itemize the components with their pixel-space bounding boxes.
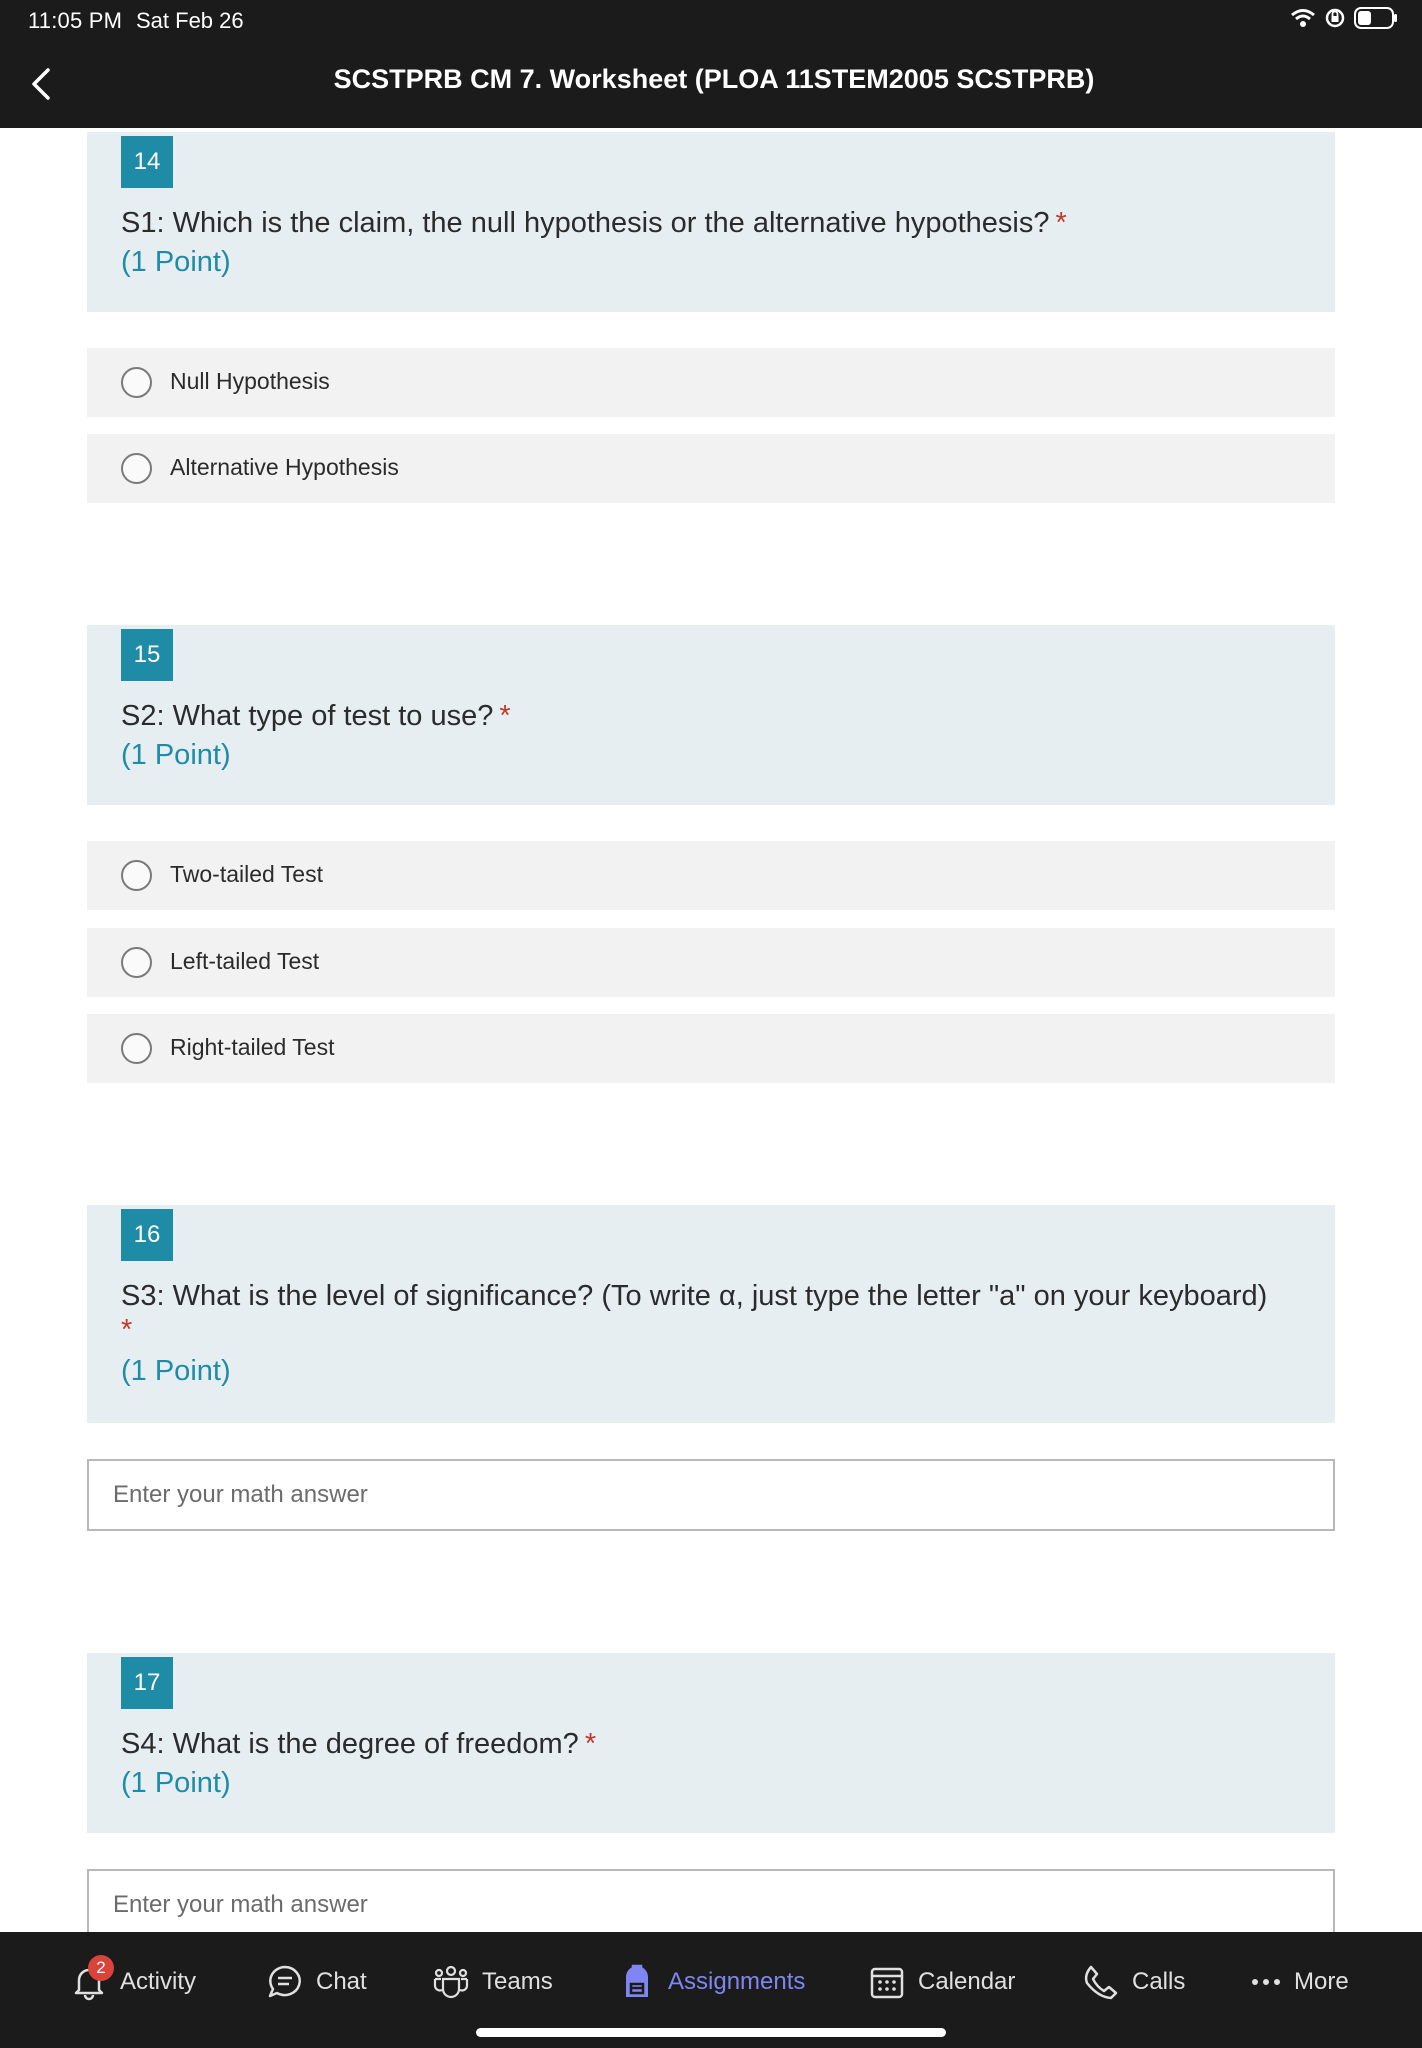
- option-label: Two-tailed Test: [170, 861, 323, 887]
- bottom-nav: [0, 1932, 1422, 2048]
- option-label: Null Hypothesis: [170, 368, 330, 394]
- question-number: 15: [121, 629, 173, 681]
- math-answer-input[interactable]: [89, 1871, 1333, 1932]
- required-mark-line: [121, 1311, 1301, 1349]
- question-points: (1 Point): [121, 1767, 231, 1799]
- nav-assignments[interactable]: [618, 1960, 805, 2004]
- nav-calendar[interactable]: [868, 1960, 1015, 2004]
- radio-button[interactable]: [121, 367, 152, 398]
- math-answer-field[interactable]: [87, 1459, 1335, 1531]
- math-answer-input[interactable]: [89, 1461, 1333, 1529]
- question-points: (1 Point): [121, 246, 231, 278]
- option-label: Alternative Hypothesis: [170, 454, 399, 480]
- radio-button[interactable]: [121, 860, 152, 891]
- nav-activity[interactable]: [70, 1960, 196, 2004]
- question-points: (1 Point): [121, 739, 231, 771]
- page-title: SCSTPRB CM 7. Worksheet (PLOA 11STEM2005 SCSTPRB): [333, 64, 1095, 94]
- question-text: S4: What is the degree of freedom? *: [121, 1728, 597, 1760]
- question-card-16: [87, 1205, 1335, 1423]
- radio-button[interactable]: [121, 947, 152, 978]
- radio-button[interactable]: [121, 1033, 152, 1064]
- question-number: 17: [121, 1657, 173, 1709]
- chat-icon: [266, 1963, 304, 2001]
- nav-label: Activity: [120, 1968, 197, 1995]
- question-text: S2: What type of test to use? *: [121, 700, 511, 732]
- form-content[interactable]: [0, 128, 1422, 1932]
- app-header: [0, 0, 1422, 128]
- radio-button[interactable]: [121, 453, 152, 484]
- question-text: S3: What is the level of significance? (To write α, just type the letter "a" on your keyboard): [121, 1280, 1268, 1312]
- nav-label: Calls: [1132, 1968, 1186, 1995]
- nav-label: Assignments: [668, 1968, 806, 1995]
- question-number: 16: [121, 1209, 173, 1261]
- status-date: Sat Feb 26: [136, 8, 244, 33]
- wifi-icon: [1290, 7, 1316, 29]
- nav-label: Chat: [316, 1968, 367, 1995]
- nav-chat[interactable]: [266, 1960, 367, 2004]
- nav-label: Teams: [482, 1968, 553, 1995]
- question-card-15: [87, 625, 1335, 805]
- nav-teams[interactable]: [432, 1960, 553, 2004]
- battery-icon: [1354, 6, 1398, 30]
- required-mark: *: [499, 700, 511, 732]
- orientation-lock-icon: [1324, 7, 1346, 29]
- nav-label: Calendar: [918, 1968, 1016, 1995]
- home-indicator[interactable]: [476, 2028, 946, 2037]
- question-text: S1: Which is the claim, the null hypothesis or the alternative hypothesis? *: [121, 207, 1067, 239]
- option-label: Left-tailed Test: [170, 948, 320, 974]
- question-number: 14: [121, 136, 173, 188]
- bell-icon: [70, 1958, 108, 2001]
- required-mark: *: [1055, 207, 1067, 239]
- status-icons: [1290, 6, 1398, 30]
- math-answer-field[interactable]: [87, 1869, 1335, 1932]
- option-alternative-hypothesis[interactable]: [87, 434, 1335, 503]
- option-left-tailed[interactable]: [87, 928, 1335, 997]
- required-mark: *: [584, 1728, 597, 1760]
- nav-calls[interactable]: [1082, 1960, 1185, 2004]
- option-right-tailed[interactable]: [87, 1014, 1335, 1083]
- question-card-17: [87, 1653, 1335, 1833]
- teams-icon: [432, 1963, 470, 2001]
- question-points: (1 Point): [121, 1355, 231, 1387]
- status-time: 11:05 PM: [28, 8, 123, 33]
- notification-badge: 2: [88, 1955, 114, 1981]
- more-dots-icon: [1250, 1963, 1282, 2001]
- question-card-14: [87, 132, 1335, 312]
- option-null-hypothesis[interactable]: [87, 348, 1335, 417]
- nav-label: More: [1294, 1968, 1349, 1995]
- nav-more[interactable]: [1250, 1960, 1349, 2004]
- backpack-icon: [618, 1963, 656, 2001]
- phone-icon: [1082, 1963, 1120, 2001]
- calendar-icon: [868, 1963, 906, 2001]
- required-mark: *: [121, 1314, 133, 1346]
- option-two-tailed[interactable]: [87, 841, 1335, 910]
- option-label: Right-tailed Test: [170, 1034, 335, 1060]
